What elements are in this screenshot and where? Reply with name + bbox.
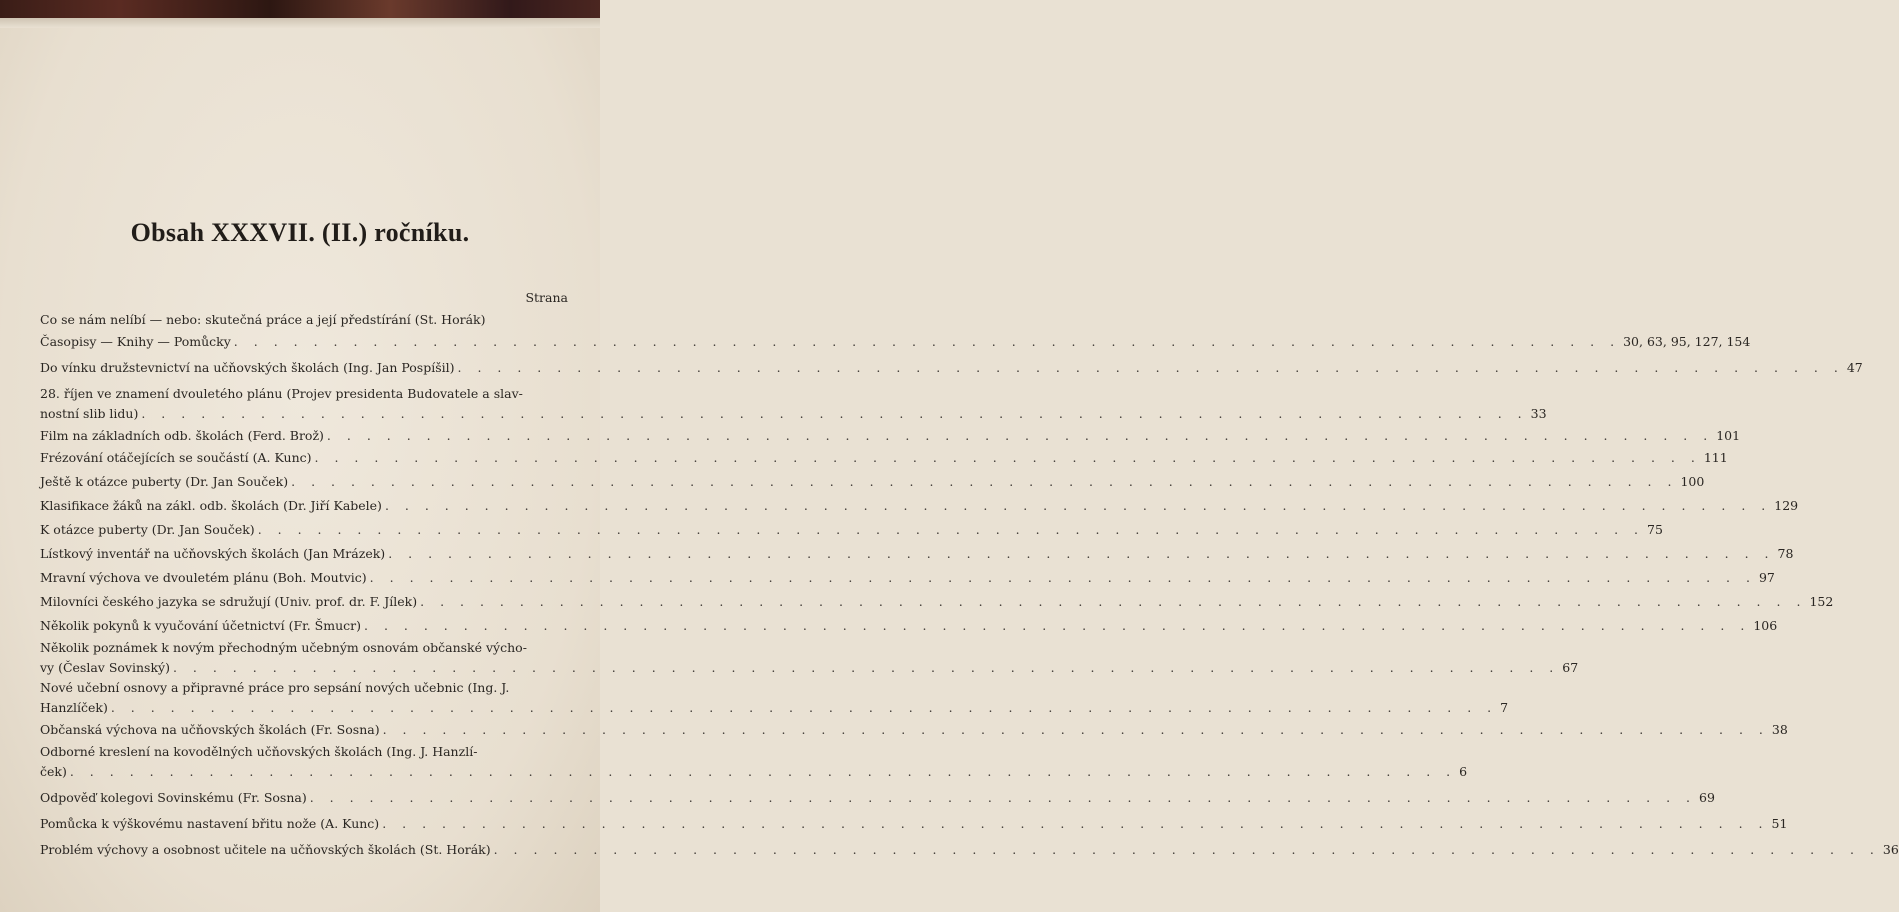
toc-entry-text: Nové učební osnovy a připravné práce pro sepsání nových učebnic (Ing. J.	[40, 680, 510, 695]
dot-leader	[383, 720, 1769, 740]
toc-entry	[40, 814, 1788, 834]
toc-entry-text: Klasifikace žáků na zákl. odb. školách (Dr. Jiří Kabele)	[40, 498, 382, 513]
toc-entry-text: vy (Česlav Sovinský)	[40, 660, 170, 675]
toc-entry-page: 36	[1882, 842, 1899, 857]
toc-entry	[40, 544, 1794, 564]
toc-entry-page: 7	[1500, 700, 1509, 715]
dot-leader	[494, 840, 1880, 860]
dot-leader	[385, 496, 1771, 516]
toc-entry	[40, 568, 1775, 588]
dot-leader	[420, 592, 1806, 612]
toc-entry-text: Problém výchovy a osobnost učitele na učňovských školách (St. Horák)	[40, 842, 491, 857]
toc-entry-text: Co se nám nelíbí — nebo: skutečná práce a její předstírání (St. Horák)	[40, 312, 486, 327]
toc-entry-page: 78	[1777, 546, 1794, 561]
dot-leader	[315, 448, 1701, 468]
toc-entry-text: Do vínku družstevnictví na učňovských školách (Ing. Jan Pospíšil)	[40, 360, 455, 375]
dot-leader	[382, 814, 1768, 834]
toc-entry	[40, 448, 1728, 468]
toc-entry-text: Odpověď kolegovi Sovinskému (Fr. Sosna)	[40, 790, 307, 805]
toc-entry-page: 75	[1647, 522, 1663, 537]
toc-entry	[40, 788, 1715, 808]
toc-entry-text: Mravní výchova ve dvouletém plánu (Boh. Moutvic)	[40, 570, 367, 585]
dot-leader	[327, 426, 1713, 446]
toc-entry-page: 30, 63, 95, 127, 154	[1623, 334, 1751, 349]
dot-leader	[291, 472, 1677, 492]
page-column-label: Strana	[525, 290, 568, 305]
toc-entry-text: Milovníci českého jazyka se sdružují (Univ. prof. dr. F. Jílek)	[40, 594, 418, 609]
dot-leader	[234, 332, 1620, 352]
toc-entry-page: 101	[1716, 428, 1741, 443]
toc-entry-text: Časopisy — Knihy — Pomůcky	[40, 334, 231, 349]
toc-entry-page: 111	[1703, 450, 1728, 465]
toc-entry-text: Lístkový inventář na učňovských školách (Jan Mrázek)	[40, 546, 386, 561]
toc-entry-page: 152	[1809, 594, 1834, 609]
dot-leader	[70, 762, 1456, 782]
toc-entry-text: K otázce puberty (Dr. Jan Souček)	[40, 522, 255, 537]
toc-entry-text: Pomůcka k výškovému nastavení břitu nože (A. Kunc)	[40, 816, 380, 831]
toc-entry	[40, 592, 1834, 612]
dot-leader	[458, 358, 1844, 378]
toc-entry-page: 67	[1562, 660, 1579, 675]
toc-entry-text: Hanzlíček)	[40, 700, 108, 715]
toc-entry	[40, 678, 1509, 718]
toc-entry-text: Ještě k otázce puberty (Dr. Jan Souček)	[40, 474, 289, 489]
toc-entry-text: Odborné kreslení na kovodělných učňovských školách (Ing. J. Hanzlí-	[40, 744, 478, 759]
toc-entry	[40, 638, 1579, 678]
toc-entry-page: 106	[1753, 618, 1778, 633]
toc-entry	[40, 472, 1705, 492]
toc-entry-page: 129	[1774, 498, 1799, 513]
dot-leader	[370, 568, 1756, 588]
toc-entry	[40, 520, 1663, 540]
dot-leader	[364, 616, 1750, 636]
toc-entry-page: 47	[1846, 360, 1863, 375]
toc-entry	[40, 426, 1741, 446]
dot-leader	[173, 658, 1559, 678]
dot-leader	[111, 698, 1497, 718]
toc-entry	[40, 616, 1778, 636]
dot-leader	[310, 788, 1696, 808]
toc-entry	[40, 310, 568, 330]
dot-leader	[258, 520, 1644, 540]
toc-entry	[40, 496, 1799, 516]
toc-entry	[40, 384, 1547, 424]
dot-leader	[388, 544, 1774, 564]
book-binding-edge	[0, 0, 600, 18]
toc-entry	[40, 840, 1899, 860]
toc-entry-text: Několik pokynů k vyučování účetnictví (Fr. Šmucr)	[40, 618, 361, 633]
toc-entry-text: Několik poznámek k novým přechodným učebným osnovám občanské výcho-	[40, 640, 527, 655]
toc-entry-page: 69	[1699, 790, 1715, 805]
toc-entry-text: Film na základních odb. školách (Ferd. Brož)	[40, 428, 324, 443]
toc-entry-page: 51	[1771, 816, 1788, 831]
toc-entry-page: 6	[1459, 764, 1468, 779]
toc-entry	[40, 358, 1863, 378]
toc-entry-text: nostní slib lidu)	[40, 406, 139, 421]
toc-entry-page: 100	[1680, 474, 1705, 489]
toc-entry	[40, 742, 1468, 782]
toc-entry	[40, 720, 1788, 740]
toc-entry-text: Frézování otáčejících se součástí (A. Kunc)	[40, 450, 312, 465]
page-title: Obsah XXXVII. (II.) ročníku.	[130, 218, 470, 247]
toc-entry-text: Občanská výchova na učňovských školách (Fr. Sosna)	[40, 722, 380, 737]
dot-leader	[141, 404, 1527, 424]
page-top-shadow	[0, 18, 600, 28]
toc-entry-text: ček)	[40, 764, 67, 779]
toc-entry-text: 28. říjen ve znamení dvouletého plánu (Projev presidenta Budovatele a slav-	[40, 386, 523, 401]
toc-entry-page: 33	[1530, 406, 1547, 421]
toc-entry-page: 38	[1771, 722, 1788, 737]
toc-entry-page: 97	[1758, 570, 1775, 585]
toc-entry	[40, 332, 1751, 352]
